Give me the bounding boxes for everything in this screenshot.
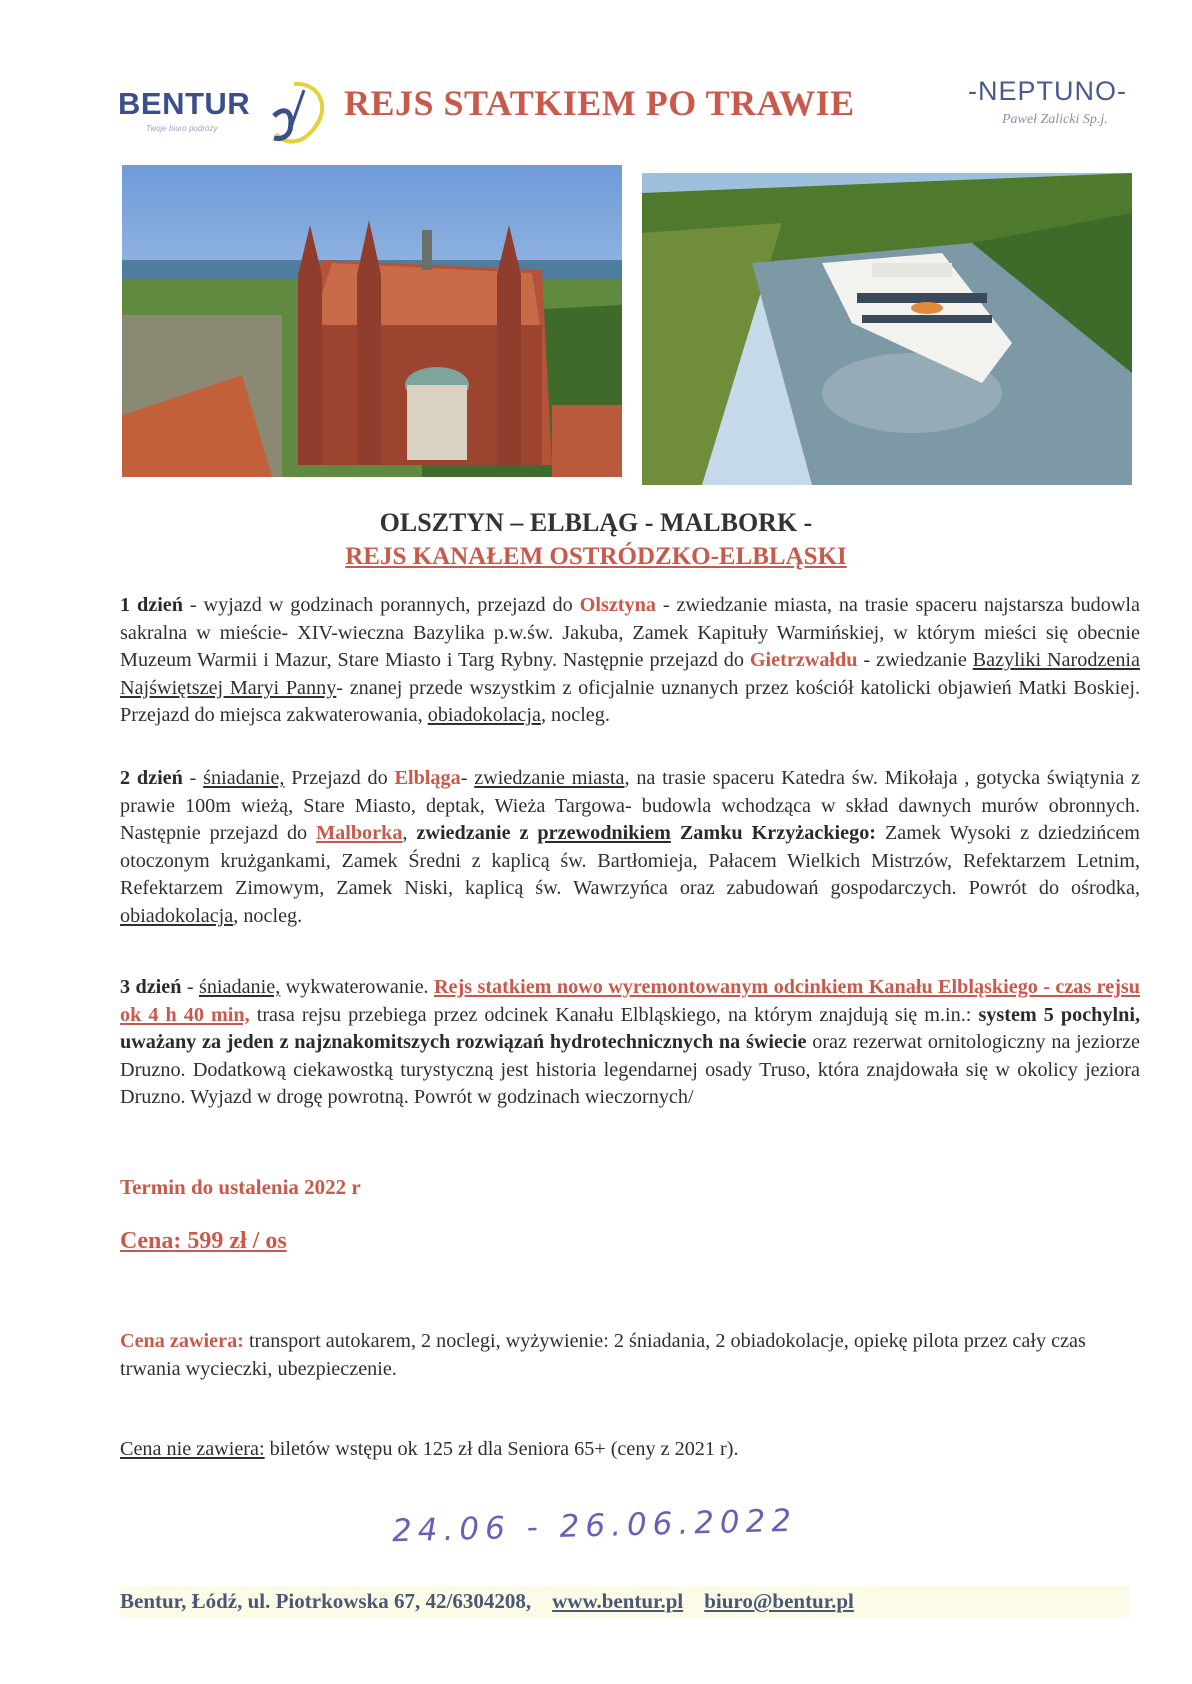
route-subtitle: REJS KANAŁEM OSTRÓDZKO-ELBLĄSKI [345, 543, 847, 570]
day-1-text: , nocleg. [540, 704, 610, 727]
day-3-text: - [181, 976, 199, 998]
day-1-text: - wyjazd w godzinach porannych, przejazd do [183, 594, 580, 616]
place-malbork: Malborka [316, 822, 403, 845]
day-1-dinner: obiadokolacja [427, 704, 541, 727]
day-2-text: Przejazd do [284, 767, 395, 789]
neptuno-logo [968, 76, 1168, 136]
place-gietrzwald: Gietrzwałdu [749, 649, 858, 672]
slipway-system: system 5 pochylni, uważany za jeden z najznakomitszych rozwiązań hydrotechnicznych na świecie [120, 1003, 1140, 1054]
bentur-tagline: Twoje biuro podróży [146, 124, 218, 133]
day-2-dinner: obiadokolacja [120, 904, 234, 927]
boat-photo [642, 173, 1132, 485]
guided-tour-guide: przewodnikiem [537, 822, 671, 845]
basilica-name: Bazyliki Narodzenia Najświętszej Maryi Panny [120, 649, 1140, 699]
day-1-text: - zwiedzanie [857, 649, 973, 672]
email-link[interactable]: biuro@bentur.pl [704, 1589, 854, 1613]
bentur-logo-text: BENTUR [118, 86, 251, 121]
place-olsztyn: Olsztyna [579, 594, 656, 616]
route-title: OLSZTYN – ELBLĄG - MALBORK - [379, 508, 813, 537]
price-includes-text: transport autokarem, 2 noclegi, wyżywienie: 2 śniadania, 2 obiadokolacje, opiekę pilota przez cały czas trwania wycieczki, ubezpieczenie. [120, 1330, 1086, 1380]
day-3-description [120, 974, 1140, 1112]
day-1-description [120, 592, 1140, 730]
footer-company: Bentur, [120, 1589, 187, 1613]
day-1-text: - znanej przede wszystkim z oficjalnie uznanych przez kościół katolicki objawień Matki Boskiej. Przejazd do miejsca zakwaterowania, [120, 676, 1141, 727]
day-2-sightseeing: zwiedzanie miasta [474, 767, 625, 789]
neptuno-logo-text: -NEPTUNO- [968, 76, 1127, 106]
price-includes [120, 1327, 1140, 1383]
cathedral-photo [122, 165, 622, 477]
day-1-label: 1 dzień [120, 594, 183, 616]
page-title: REJS STATKIEM PO TRAWIE [344, 83, 855, 123]
day-2-text: , nocleg. [233, 904, 303, 927]
price-excludes-label: Cena nie zawiera: [120, 1438, 265, 1460]
bentur-swoosh-icon [264, 76, 334, 146]
website-link[interactable]: www.bentur.pl [552, 1589, 684, 1613]
day-2-label: 2 dzień [120, 767, 183, 789]
day-2-text: , [402, 822, 417, 845]
day-3-text: oraz rezerwat ornitologiczny na jeziorze Druzno. Dodatkową ciekawostką turystyczną jest historia legendarnej osady Truso, która znajdowała się w okolicy jeziora Druzno. Wyjazd w drogę powrotną. Powrót w godzinach wieczornych/ [120, 1031, 1141, 1109]
trip-date-note: Termin do ustalenia 2022 r [120, 1175, 361, 1199]
footer [120, 1586, 1130, 1618]
day-2-description [120, 765, 1140, 931]
neptuno-logo-subtext: Paweł Zalicki Sp.j. [1002, 112, 1108, 127]
day-3-text: trasa rejsu przebiega przez odcinek Kanału Elbląskiego, na którym znajdują się m.in.: [249, 1003, 979, 1026]
day-2-text: - [460, 767, 475, 789]
price-excludes-text: biletów wstępu ok 125 zł dla Seniora 65+ (ceny z 2021 r). [264, 1438, 739, 1460]
day-3-text: wykwaterowanie. [280, 976, 434, 998]
bentur-logo [118, 86, 338, 146]
cruise-highlight: Rejs statkiem nowo wyremontowanym odcinkiem Kanału Elbląskiego - czas rejsu ok 4 h 40 min, [120, 976, 1140, 1026]
price-excludes [120, 1438, 739, 1461]
day-1-text: - zwiedzanie miasta, na trasie spaceru najstarsza budowla sakralna w mieście- XIV-wieczna Bazylika p.w.św. Jakuba, Zamek Kapituły Warmińskiej, w którym mieści się obecnie Muzeum Warmii i Mazur, Stare Miasto i Targ Rybny. Następnie przejazd do [120, 594, 1141, 672]
price-includes-label: Cena zawiera: [120, 1330, 244, 1352]
teutonic-castle: Zamku Krzyżackiego: [670, 822, 877, 845]
day-2-text: Zamek Wysoki z dziedzińcem otoczonym krużgankami, Zamek Średni z kaplicą św. Bartłomieja, Pałacem Wielkich Mistrzów, Refektarzem Letnim, Refektarzem Zimowym, Zamek Niski, kaplicą św. Wawrzyńca oraz zabudowań gospodarczych. Powrót do ośrodka, [120, 822, 1140, 900]
day-2-breakfast: śniadanie, [203, 767, 285, 789]
day-2-text: , na trasie spaceru Katedra św. Mikołaja , gotycka świątynia z prawie 100m wieżą, Stare Miasto, deptak, Wieża Targowa- budowla wchodząca w skład dawnych murów obronnych. Następnie przejazd do [120, 767, 1140, 845]
footer-address: Łódź, ul. Piotrkowska 67, 42/6304208, [186, 1589, 532, 1613]
footer-contact [120, 1589, 854, 1614]
guided-tour: zwiedzanie z [416, 822, 538, 845]
day-3-breakfast: śniadanie, [198, 976, 281, 998]
price: Cena: 599 zł / os [120, 1228, 287, 1254]
handwritten-dates: 24.06 - 26.06.2022 [391, 1502, 798, 1550]
place-elblag: Elbląga [394, 767, 461, 789]
day-3-label: 3 dzień [120, 976, 182, 998]
day-2-text: - [182, 767, 204, 789]
